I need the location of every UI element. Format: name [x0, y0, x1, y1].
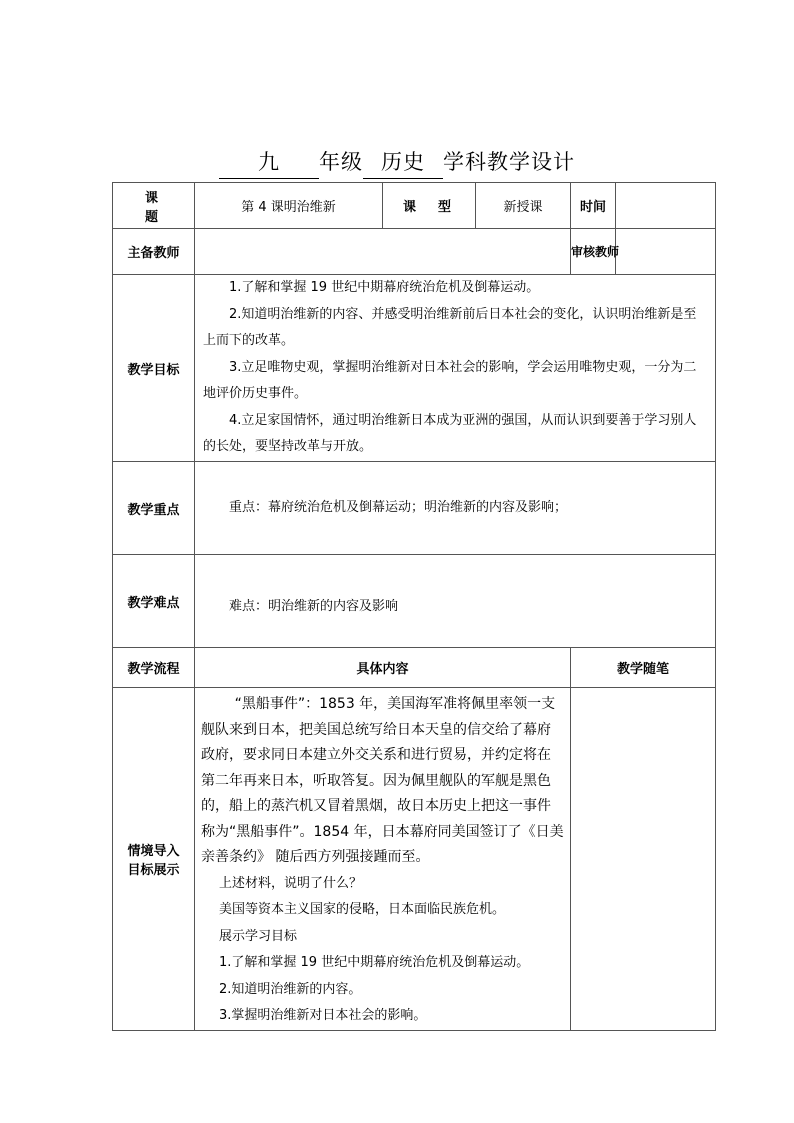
- intro-material: “黑船事件”：1853 年，美国海军准将佩里率领一支舰队来到日本，把美国总统写给日本天皇的信交给了幕府政府，要求同日本建立外交关系和进行贸易，并约定将在第二年再来日本，听取答复。因为佩里舰队的军舰是黑色的，船上的蒸汽机又冒着黑烟，故日本历史上把这一事件称为“黑船事件”。1854 年，日本幕府同美国签订了《日美亲善条约》 随后西方列强接踵而至。: [201, 696, 564, 865]
- reviewer-value: [616, 229, 716, 275]
- key-points-label: 教学重点: [113, 462, 195, 555]
- grade-field: 九: [219, 146, 319, 179]
- subject-field: 历史: [363, 146, 443, 179]
- lesson-label: 课题: [113, 183, 195, 229]
- intro-label: [113, 688, 195, 1031]
- intro-label-line1: 情境导入: [127, 843, 180, 859]
- intro-goal-item: 3.掌握明治维新对日本社会的影响。: [219, 1008, 427, 1023]
- goal-item: 3.立足唯物史观，掌握明治维新对日本社会的影响，学会运用唯物史观，一分为二地评价历史事件。: [203, 359, 697, 402]
- goal-item: 2.知道明治维新的内容、并感受明治维新前后日本社会的变化，认识明治维新是至上而下的改革。: [203, 306, 697, 349]
- intro-question: 上述材料，说明了什么？: [219, 875, 363, 891]
- flow-col-process: 教学流程: [113, 648, 195, 688]
- difficulties-label: 教学难点: [113, 555, 195, 648]
- teacher-row: [113, 229, 716, 275]
- difficulties-text: 难点：明治维新的内容及影响: [229, 598, 399, 614]
- key-points-row: [113, 462, 716, 555]
- main-teacher-value: [195, 229, 571, 275]
- goals-content: [195, 275, 716, 462]
- intro-content: [195, 688, 571, 1031]
- intro-row: [113, 688, 716, 1031]
- reviewer-label: 审核教师: [571, 229, 616, 275]
- title-suffix: 学科教学设计: [443, 150, 575, 174]
- goal-item: 4.立足家国情怀，通过明治维新日本成为亚洲的强国，从而认识到要善于学习别人的长处，要坚持改革与开放。: [203, 412, 697, 455]
- grade-suffix: 年级: [319, 150, 363, 174]
- document-title: [0, 146, 794, 179]
- time-value: [616, 183, 716, 229]
- intro-goal-item: 1.了解和掌握 19 世纪中期幕府统治危机及倒幕运动。: [219, 955, 530, 970]
- lesson-plan-table: [112, 182, 716, 1031]
- key-points-content: [195, 462, 716, 555]
- intro-answer: 美国等资本主义国家的侵略，日本面临民族危机。: [219, 902, 506, 917]
- intro-show-goals: 展示学习目标: [219, 928, 298, 944]
- time-label: 时间: [571, 183, 616, 229]
- header-row: [113, 183, 716, 229]
- difficulties-content: [195, 555, 716, 648]
- intro-notes: [571, 688, 716, 1031]
- intro-label-line2: 目标展示: [127, 862, 180, 878]
- lesson-value: 第 4 课明治维新: [195, 183, 383, 229]
- difficulties-row: [113, 555, 716, 648]
- type-label: 课型: [383, 183, 476, 229]
- key-points-text: 重点：幕府统治危机及倒幕运动；明治维新的内容及影响；: [229, 499, 568, 515]
- goal-item: 1.了解和掌握 19 世纪中期幕府统治危机及倒幕运动。: [229, 280, 540, 296]
- intro-goal-item: 2.知道明治维新的内容。: [219, 981, 362, 997]
- type-value: 新授课: [476, 183, 571, 229]
- goals-row: [113, 275, 716, 462]
- flow-header-row: [113, 648, 716, 688]
- main-teacher-label: 主备教师: [113, 229, 195, 275]
- goals-label: 教学目标: [113, 275, 195, 462]
- flow-col-notes: 教学随笔: [571, 648, 716, 688]
- flow-col-content: 具体内容: [195, 648, 571, 688]
